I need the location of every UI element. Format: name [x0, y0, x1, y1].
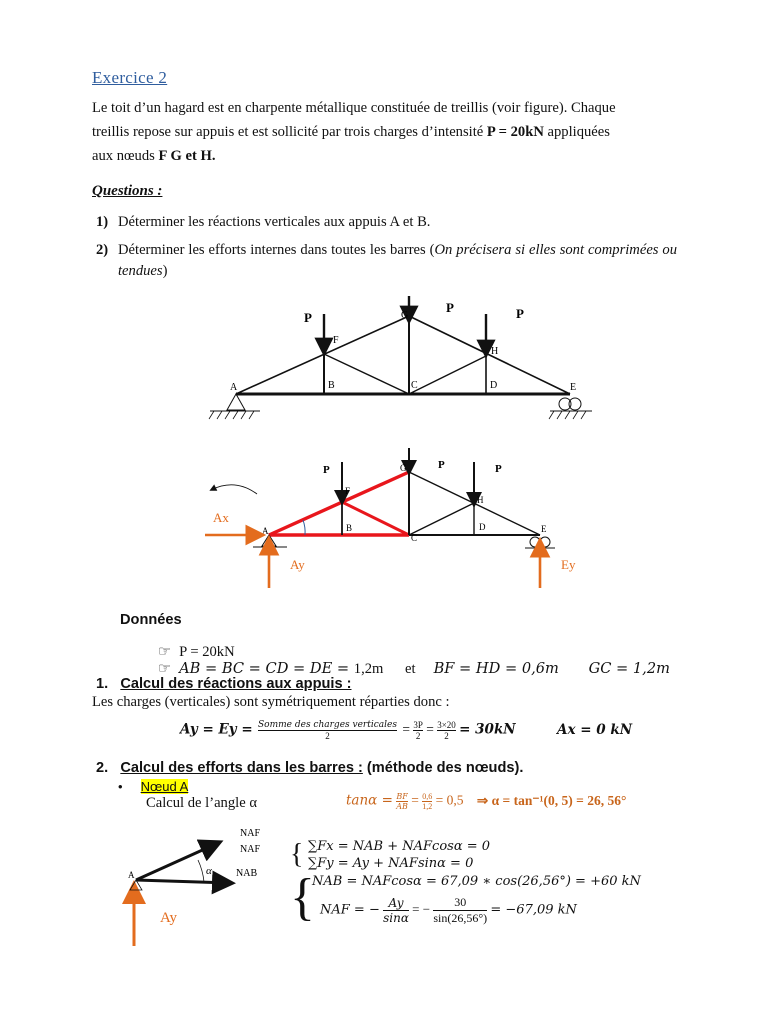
node-a-diagram — [118, 826, 264, 948]
reaction-ey-label: Ey — [561, 557, 576, 572]
angle-arc — [303, 520, 305, 535]
exercise-title: Exercice 2 — [92, 68, 168, 87]
intro-line-1: Le toit d’un hagard est en charpente métallique constituée de treillis (voir figure). Chaque — [92, 100, 616, 116]
truss-figure-1 — [200, 296, 600, 432]
node-label-g: G — [400, 463, 407, 473]
node-label-g: G — [401, 310, 409, 321]
node-label-h: H — [477, 495, 484, 505]
member-hc — [409, 356, 486, 394]
nab-arrow — [136, 880, 230, 883]
section-1-text: Les charges (verticales) sont symétriquement réparties donc : — [92, 694, 450, 710]
node-label-f: F — [345, 486, 351, 496]
question-1: 1) Déterminer les réactions verticales aux appuis A et B. — [96, 214, 431, 230]
rotation-arrow — [211, 485, 257, 494]
naf-label: NAF — [240, 828, 261, 839]
node-label-b: B — [346, 523, 353, 533]
reaction-equation: Ay = Ey = Somme des charges verticales 2 = $\frac{3P}{2}$ = $\frac{3\times 20}{2}$ = 30kN Ax = 0 kN — [180, 720, 633, 741]
question-2: 2) Déterminer les efforts internes dans toutes les barres (On précisera si elles sont comprimées ou tendues) — [96, 242, 678, 279]
load-label: P — [516, 306, 524, 321]
load-label: P — [495, 463, 502, 475]
node-label-a: A — [230, 382, 238, 393]
nab-label-top: NAF — [240, 844, 261, 855]
ay-label: Ay — [160, 910, 177, 926]
load-label: P — [304, 310, 312, 325]
node-label-b: B — [328, 380, 335, 391]
alpha-label: α — [206, 865, 212, 877]
nab-label: NAB — [236, 868, 258, 879]
angle-arc — [198, 860, 204, 882]
nab-equation: NAB = NAFcosα = 67,09 ∗ cos(26,56°) = +60 kN — [312, 874, 641, 889]
node-label-a: A — [262, 526, 269, 536]
data-item-lengths: ☞ AB = BC = CD = DE = 1,2m et BF = HD = 0,6m GC = 1,2m — [158, 660, 670, 677]
load-label: P — [323, 464, 330, 476]
force-results: { NAB = NAFcosα = 67,09 ∗ cos(26,56°) = +60 kN NAF = − $\frac{Ay}{\sin\alpha}$ = − $\frac{30}{\sin(26,56^\circ)}$ = −67,09 kN — [290, 869, 641, 926]
sum-fy-equation: ∑Fy = Ay + NAFsinα = 0 — [308, 856, 474, 871]
sum-fx-equation: ∑Fx = NAB + NAFcosα = 0 — [308, 839, 491, 854]
section-2-heading: 2. Calcul des efforts dans les barres : (méthode des nœuds). — [96, 760, 524, 776]
intro-line-2: treillis repose sur appuis et est sollicité par trois charges d’intensité P = 20kN appliquées — [92, 124, 610, 140]
intro-line-3: aux nœuds F G et H. — [92, 148, 216, 164]
questions-heading: Questions : — [92, 183, 163, 199]
pin-support-a — [209, 394, 260, 419]
angle-text: Calcul de l’angle α — [146, 795, 257, 811]
roller-support-e — [549, 398, 592, 419]
data-heading: Données — [120, 612, 182, 628]
node-label-f: F — [333, 335, 339, 346]
node-a-label: • Nœud A — [118, 779, 189, 794]
node-label-c: C — [411, 380, 418, 391]
reaction-ay-label: Ay — [290, 557, 305, 572]
truss-figure-2 — [195, 448, 615, 596]
member-fc-red — [342, 502, 409, 535]
node-label-d: D — [490, 380, 498, 391]
intro-paragraph — [92, 96, 677, 168]
tan-equation: tanα = $\frac{BF}{AB}$ = $\frac{0,6}{1,2}$ = 0,5 ⇒ α = tan⁻¹(0, 5) = 26, 56° — [346, 792, 627, 811]
node-label-d: D — [479, 522, 486, 532]
node-label-e: E — [570, 382, 577, 393]
node-a-label: A — [128, 870, 135, 880]
node-label-h: H — [491, 346, 499, 357]
node-label-e: E — [541, 524, 547, 534]
naf-equation: NAF = − $\frac{Ay}{\sin\alpha}$ = − $\frac{30}{\sin(26,56^\circ)}$ = −67,09 kN — [320, 895, 577, 925]
node-label-c: C — [411, 533, 418, 543]
load-label: P — [438, 459, 445, 471]
data-item-p: ☞ P = 20kN — [158, 644, 235, 660]
member-fc — [324, 354, 409, 394]
load-label: P — [446, 300, 454, 315]
reaction-ax-label: Ax — [213, 510, 229, 525]
equilibrium-equations: { ∑Fx = NAB + NAFcosα = 0 ∑Fy = Ay + NAFsinα = 0 — [290, 839, 491, 871]
section-1-heading: 1. Calcul des réactions aux appuis : — [96, 676, 352, 692]
member-hc — [409, 503, 474, 535]
